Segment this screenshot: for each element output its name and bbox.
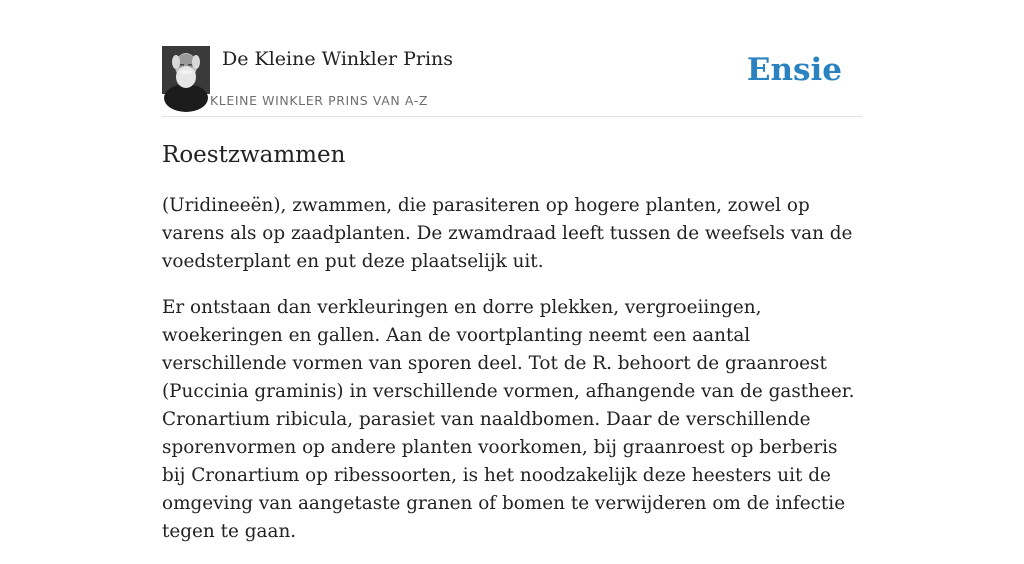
source-avatar[interactable] [162,46,210,94]
article-paragraph: (Uridineeën), zwammen, die parasiteren op hogere planten, zowel op varens als op zaadplanten. De zwamdraad leeft tussen de weefsels van de voedsterplant en put deze plaatselijk uit. [162,195,853,272]
article-title: Roestzwammen [162,142,346,168]
bearded-man-portrait-icon [162,46,210,94]
source-subtitle[interactable]: KLEINE WINKLER PRINS VAN A-Z [210,93,429,108]
source-header [162,46,862,117]
article-paragraph: Er ontstaan dan verkleuringen en dorre plekken, vergroeiingen, woekeringen en gallen. Aan de voortplanting neemt een aantal verschillende vormen van sporen deel. Tot de R. behoort de graanroest (Puccinia graminis) in verschillende vormen, afhangende van de gastheer. Cronartium ribicula, parasiet van naaldbomen. Daar de verschillende sporenvormen op andere planten voorkomen, bij graanroest op berberis bij Cronartium op ribessoorten, is het noodzakelijk deze heesters uit de omgeving van aangetaste granen of bomen te verwijderen om de infectie tegen te gaan. [162,297,855,542]
source-title[interactable]: De Kleine Winkler Prins [222,48,454,70]
article-body [162,192,866,564]
ensie-logo-link[interactable]: Ensie [746,52,842,88]
